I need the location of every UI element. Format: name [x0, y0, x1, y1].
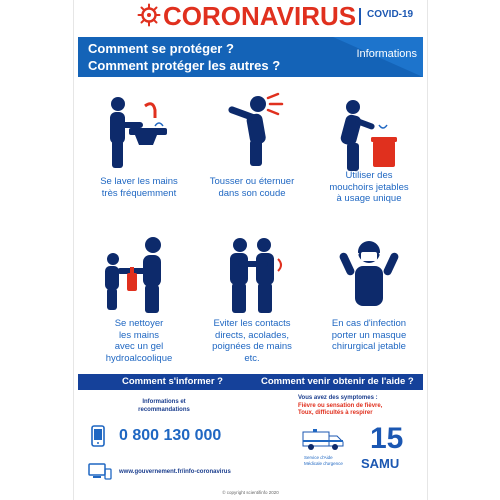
hand-gel-icon	[99, 235, 179, 315]
symptoms-text: Vous avez des symptomes : Fièvre ou sensation de fièvre, Toux, difficultés à respirer	[298, 395, 383, 416]
how-to-get-help-heading: Comment venir obtenir de l'aide ?	[261, 376, 414, 387]
ambulance-icon	[301, 426, 345, 452]
question-banner	[78, 37, 423, 77]
tip-text-tissues: Utiliser des mouchoirs jetables à usage unique	[329, 170, 409, 204]
no-hug-icon	[214, 235, 294, 315]
poster-title: CORONAVIRUS	[163, 1, 357, 31]
info-heading: Informations et recommandations	[138, 399, 190, 413]
phone-icon	[91, 425, 105, 447]
tip-text-handwash: Se laver les mains très fréquemment	[100, 176, 178, 199]
footer-question-bar	[78, 374, 423, 390]
poster	[74, 0, 427, 500]
samu-caption-2: Médicale d'urgence	[304, 461, 343, 466]
tip-text-gel: Se nettoyer les mains avec un gel hydroalcoolique	[105, 318, 173, 364]
banner-question-1: Comment se protéger ?	[88, 41, 234, 56]
poster-header	[74, 0, 427, 34]
info-phone-number[interactable]: 0 800 130 000	[119, 427, 222, 444]
virus-icon	[137, 3, 161, 27]
computer-icon	[88, 463, 112, 481]
copyright: © copyright scientifinfo 2020	[222, 490, 279, 495]
info-website-link[interactable]: www.gouvernement.fr/info-coronavirus	[119, 469, 231, 475]
how-to-inform-heading: Comment s'informer ?	[122, 376, 223, 387]
banner-question-2: Comment protéger les autres ?	[88, 58, 281, 73]
face-mask-icon	[329, 232, 409, 312]
covid-tag: COVID-19	[367, 9, 414, 20]
tissue-bin-icon	[327, 95, 407, 175]
samu-caption-1: Service d'Aide	[304, 455, 333, 460]
handwash-icon	[99, 92, 179, 172]
samu-label: SAMU	[361, 456, 400, 471]
samu-number[interactable]: 15	[370, 422, 404, 455]
tip-text-cough: Tousser ou éternuer dans son coude	[209, 176, 295, 199]
cough-elbow-icon	[212, 88, 292, 168]
title-separator	[359, 8, 361, 25]
banner-informations-tag: Informations	[356, 48, 417, 60]
tip-text-mask: En cas d'infection porter un masque chirurgical jetable	[331, 318, 407, 352]
tip-text-contact: Eviter les contacts directs, acolades, poignées de mains etc.	[212, 318, 292, 364]
